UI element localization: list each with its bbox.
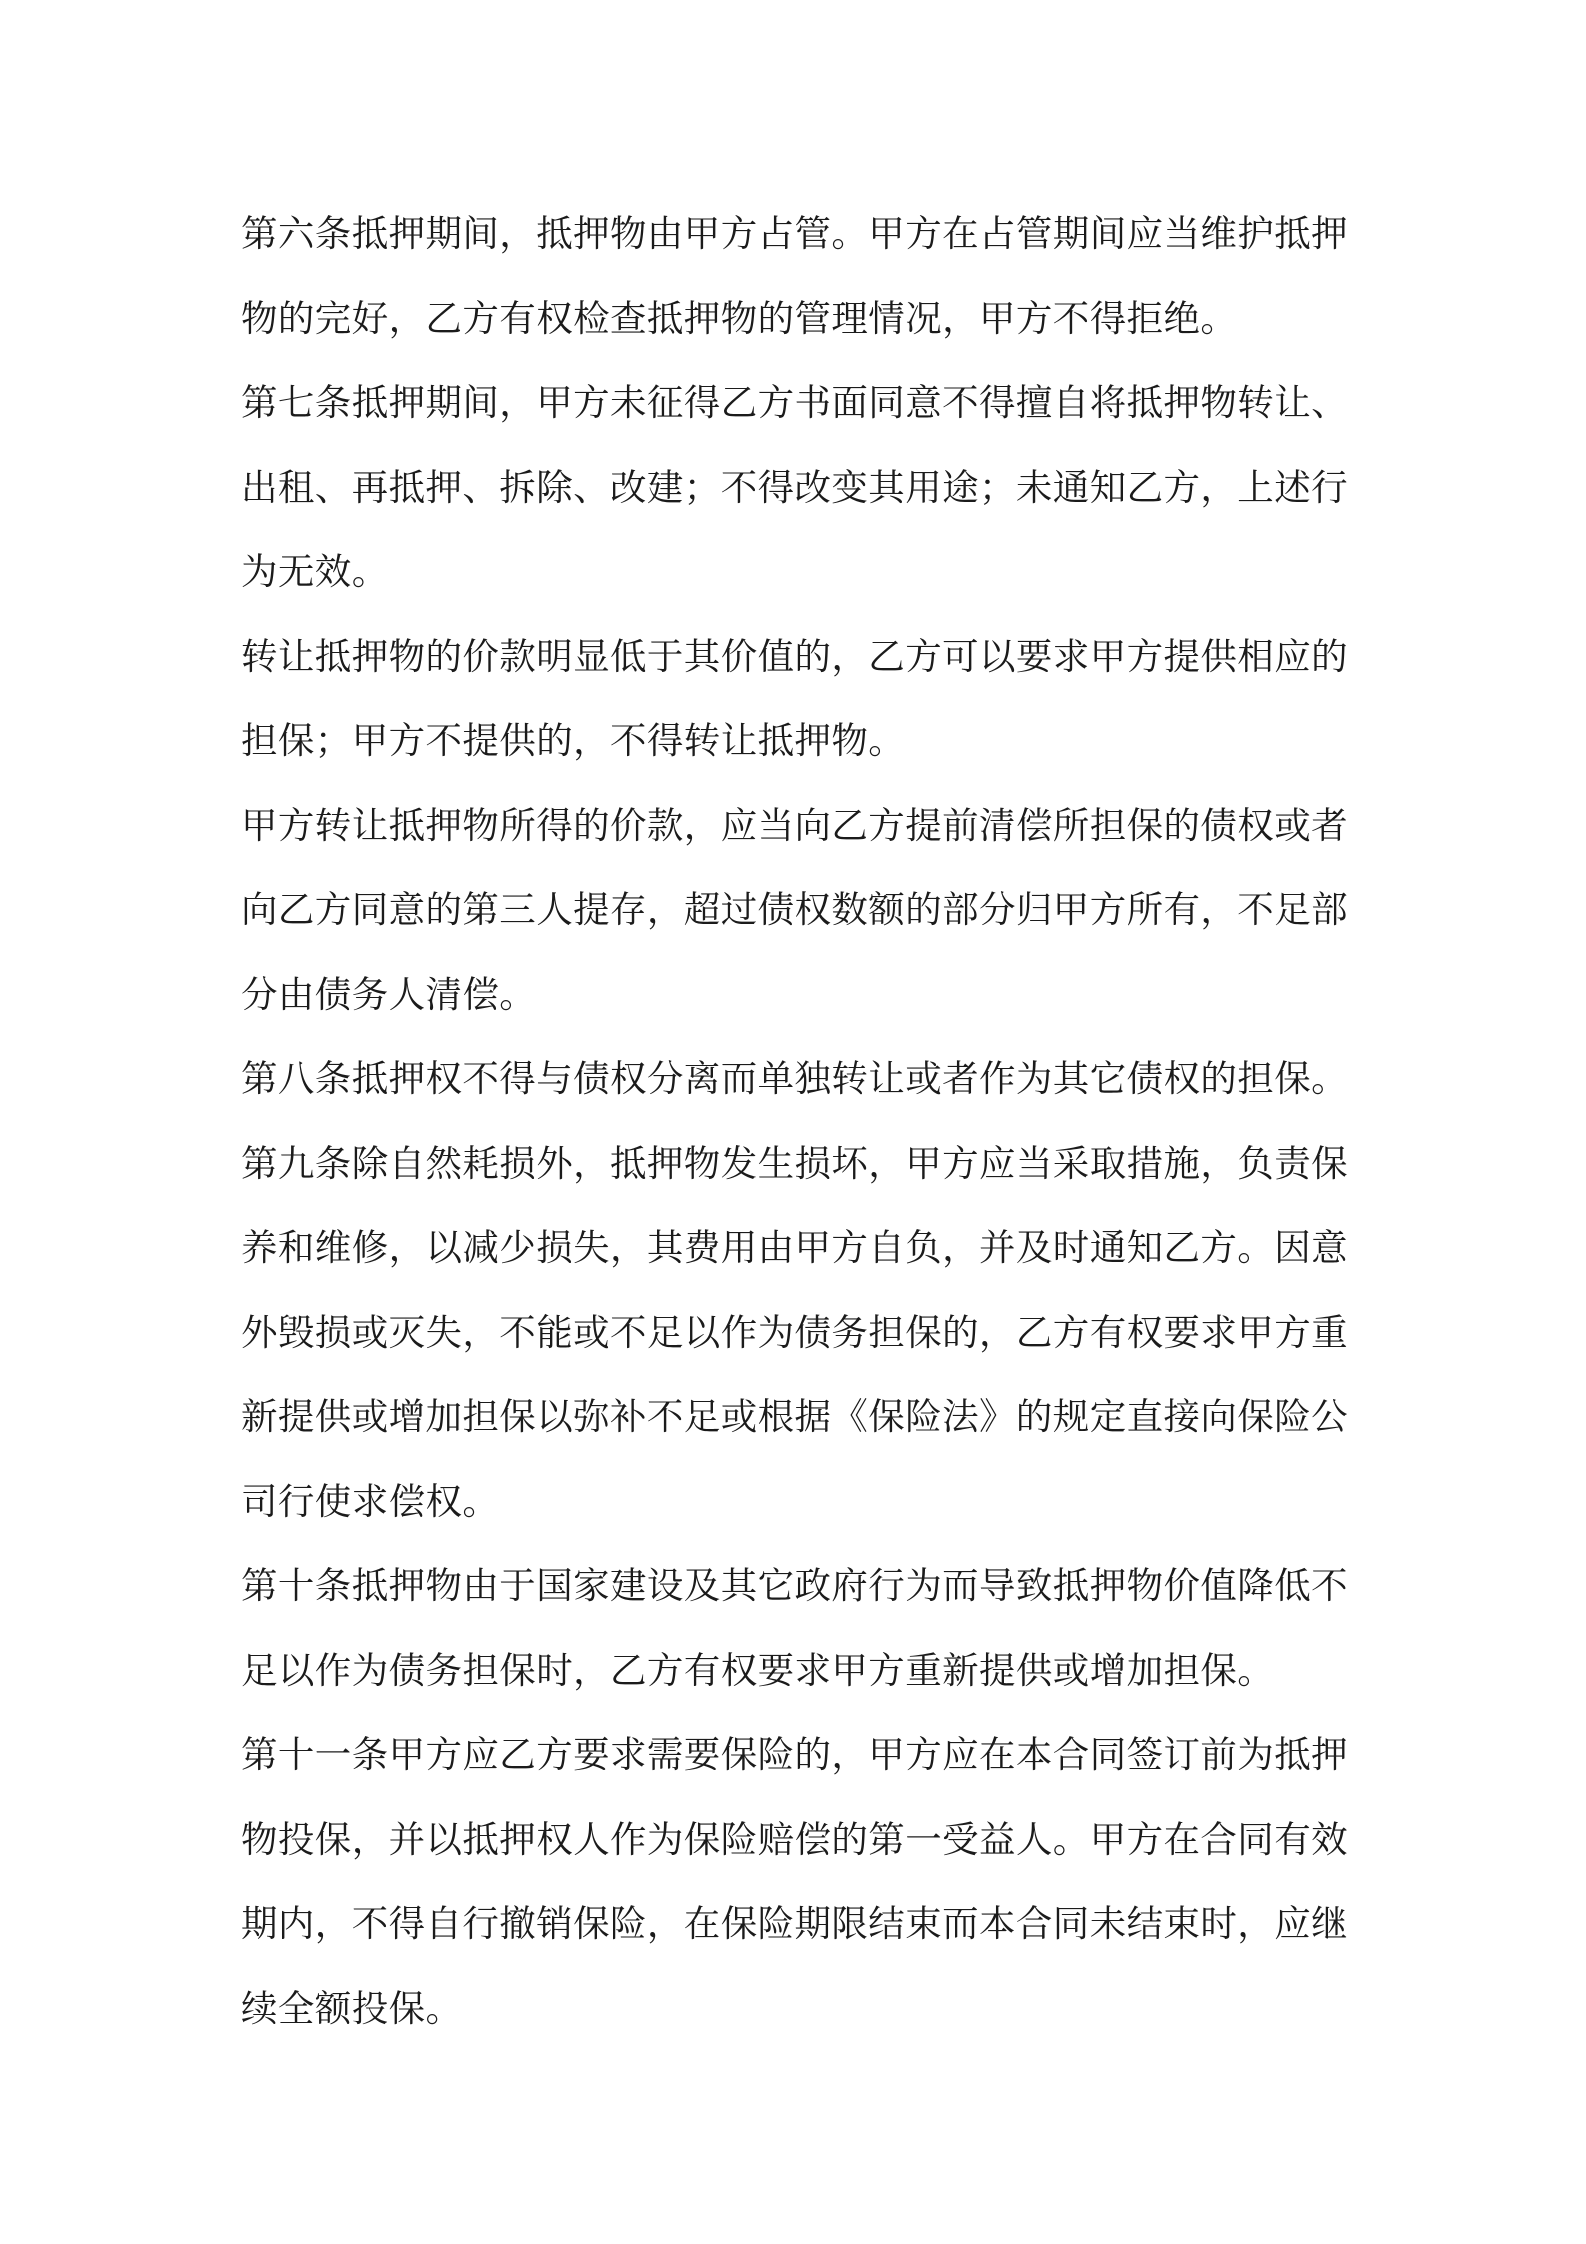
paragraph-transfer-price: 转让抵押物的价款明显低于其价值的，乙方可以要求甲方提供相应的担保；甲方不提供的，不得转让抵押物。 — [241, 634, 1348, 762]
paragraph-article-6: 第六条抵押期间，抵押物由甲方占管。甲方在占管期间应当维护抵押物的完好，乙方有权检查抵押物的管理情况，甲方不得拒绝。 — [241, 212, 1348, 340]
paragraph-article-8: 第八条抵押权不得与债权分离而单独转让或者作为其它债权的担保。 — [241, 1057, 1348, 1100]
paragraph-article-11: 第十一条甲方应乙方要求需要保险的，甲方应在本合同签订前为抵押物投保，并以抵押权人作为保险赔偿的第一受益人。甲方在合同有效期内，不得自行撤销保险，在保险期限结束而本合同未结束时，应继续全额投保。 — [241, 1733, 1348, 2030]
paragraph-transfer-proceeds: 甲方转让抵押物所得的价款，应当向乙方提前清偿所担保的债权或者向乙方同意的第三人提存，超过债权数额的部分归甲方所有，不足部分由债务人清偿。 — [241, 803, 1348, 1016]
document-body — [241, 192, 1356, 2051]
paragraph-article-7: 第七条抵押期间，甲方未征得乙方书面同意不得擅自将抵押物转让、出租、再抵押、拆除、改建；不得改变其用途；未通知乙方，上述行为无效。 — [241, 381, 1348, 593]
paragraph-article-10: 第十条抵押物由于国家建设及其它政府行为而导致抵押物价值降低不足以作为债务担保时，乙方有权要求甲方重新提供或增加担保。 — [241, 1564, 1348, 1692]
paragraph-article-9: 第九条除自然耗损外，抵押物发生损坏，甲方应当采取措施，负责保养和维修，以减少损失，其费用由甲方自负，并及时通知乙方。因意外毁损或灭失，不能或不足以作为债务担保的，乙方有权要求甲方重新提供或增加担保以弥补不足或根据《保险法》的规定直接向保险公司行使求偿权。 — [241, 1141, 1348, 1523]
